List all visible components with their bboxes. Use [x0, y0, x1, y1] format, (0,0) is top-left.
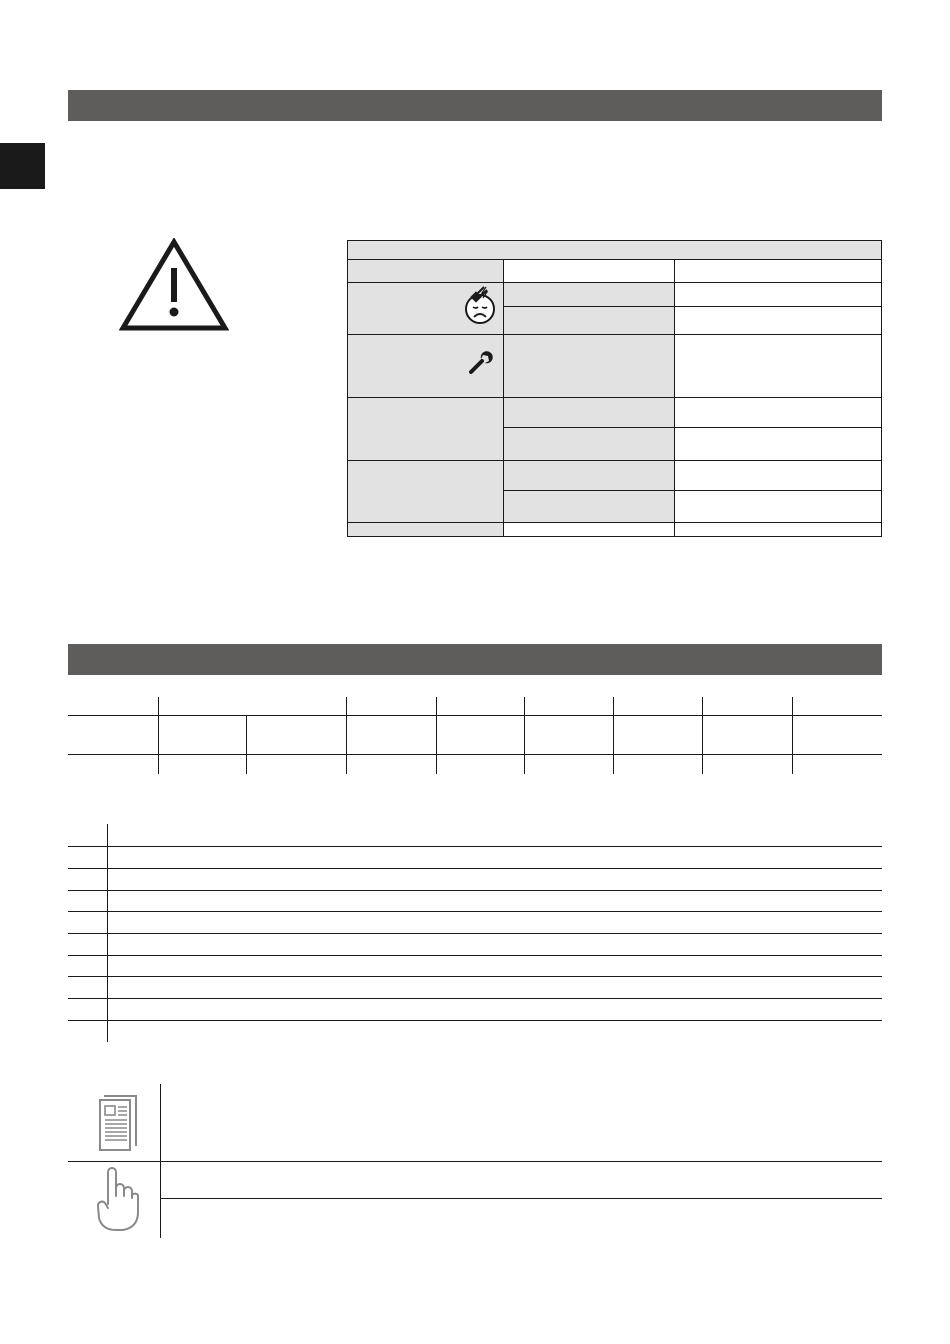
- status-table-caption: [348, 241, 881, 259]
- wrench-icon: [468, 349, 494, 375]
- status-table-col2-block-3: [503, 397, 674, 460]
- status-table-group-3: [348, 397, 503, 460]
- status-table-group-4: [348, 460, 503, 522]
- notes-block: [68, 1084, 882, 1240]
- section-header-bar-2: [68, 644, 882, 675]
- hand-pointer-icon: [96, 1166, 140, 1232]
- no-power-sad-face-icon: [464, 285, 498, 325]
- document-icon: [98, 1094, 138, 1152]
- status-table-footer-cell: [348, 522, 503, 536]
- status-table-col2-block-4: [503, 460, 674, 522]
- warning-triangle-icon: [119, 238, 229, 332]
- status-table-col2-block-1: [503, 282, 674, 334]
- legend-table: [68, 824, 882, 1042]
- section-header-bar-1: [68, 90, 882, 121]
- spec-table: [68, 697, 882, 775]
- status-table: [347, 240, 882, 537]
- chapter-tab-marker: [0, 143, 45, 189]
- status-table-header-cell: [348, 259, 503, 282]
- status-table-col2-block-2: [503, 334, 674, 397]
